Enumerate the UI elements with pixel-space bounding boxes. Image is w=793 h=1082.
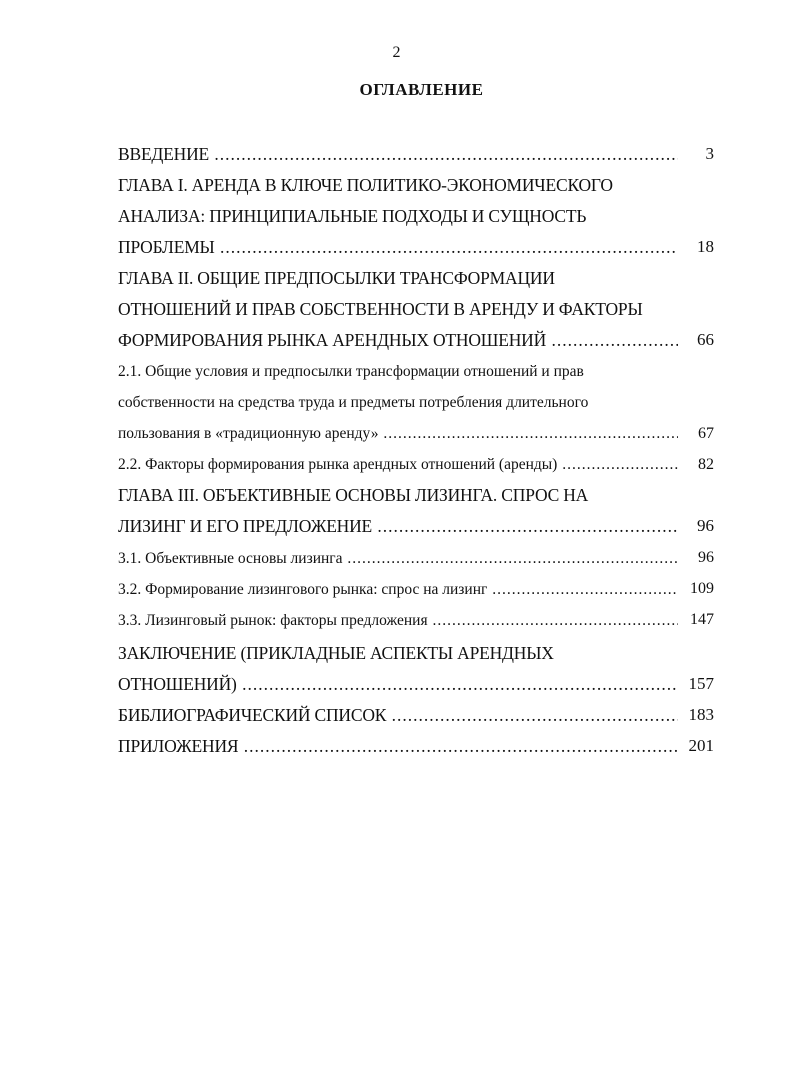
toc-page-ref: 96 (698, 549, 714, 566)
toc-entry-conclusion-line-2[interactable] (118, 674, 678, 695)
toc-page-ref: 109 (690, 580, 714, 597)
page-number: 2 (392, 44, 401, 61)
toc-entry-text: ЗАКЛЮЧЕНИЕ (ПРИКЛАДНЫЕ АСПЕКТЫ АРЕНДНЫХ (118, 643, 554, 663)
toc-entry-appendices[interactable] (118, 736, 678, 757)
toc-entry-bibliography[interactable] (118, 705, 678, 726)
toc-entry-section-2-1-line-1[interactable] (118, 363, 718, 381)
toc-entry-text: собственности на средства труда и предметы потребления длительного (118, 394, 589, 411)
toc-entry-text: ГЛАВА II. ОБЩИЕ ПРЕДПОСЫЛКИ ТРАНСФОРМАЦИИ (118, 268, 555, 288)
toc-entry-chapter-1-line-1[interactable] (118, 175, 718, 196)
toc-entry-text: ГЛАВА III. ОБЪЕКТИВНЫЕ ОСНОВЫ ЛИЗИНГА. СПРОС НА (118, 485, 589, 505)
toc-entry-chapter-3-line-1[interactable] (118, 485, 718, 506)
toc-entry-text: ОТНОШЕНИЙ И ПРАВ СОБСТВЕННОСТИ В АРЕНДУ И ФАКТОРЫ (118, 299, 643, 319)
toc-entry-section-2-1-line-2[interactable] (118, 394, 718, 412)
toc-entry-chapter-1-line-2[interactable] (118, 206, 718, 227)
toc-entry-text: ПРОБЛЕМЫ ..... (118, 237, 678, 257)
toc-entry-section-3-3[interactable] (118, 612, 678, 630)
toc-entry-conclusion-line-1[interactable] (118, 643, 718, 664)
toc-entry-text: 3.3. Лизинговый рынок: факторы предложения ..... (118, 612, 678, 629)
toc-title: ОГЛАВЛЕНИЕ (359, 80, 484, 99)
toc-page-ref: 201 (688, 736, 714, 755)
toc-entry-text: ГЛАВА I. АРЕНДА В КЛЮЧЕ ПОЛИТИКО-ЭКОНОМИЧЕСКОГО (118, 175, 613, 195)
toc-entry-text: 2.1. Общие условия и предпосылки трансформации отношений и прав (118, 363, 584, 380)
toc-entry-section-2-1-line-3[interactable] (118, 425, 678, 443)
toc-page-ref: 82 (698, 456, 714, 473)
toc-page-ref: 183 (688, 705, 714, 724)
toc-entry-chapter-2-line-2[interactable] (118, 299, 718, 320)
toc-entry-text: АНАЛИЗА: ПРИНЦИПИАЛЬНЫЕ ПОДХОДЫ И СУЩНОСТЬ (118, 206, 587, 226)
toc-entry-text: ОТНОШЕНИЙ) ..... (118, 674, 678, 694)
toc-page-ref: 157 (688, 674, 714, 693)
toc-page-ref: 147 (690, 611, 714, 628)
toc-entry-section-2-2[interactable] (118, 456, 678, 474)
toc-entry-chapter-1-line-3[interactable] (118, 237, 678, 258)
toc-entry-section-3-1[interactable] (118, 550, 678, 568)
toc-page-ref: 18 (697, 237, 714, 256)
toc-entry-text: ФОРМИРОВАНИЯ РЫНКА АРЕНДНЫХ ОТНОШЕНИЙ ..... (118, 330, 678, 350)
toc-entry-text: ЛИЗИНГ И ЕГО ПРЕДЛОЖЕНИЕ ..... (118, 516, 678, 536)
toc-entry-introduction[interactable] (118, 144, 678, 165)
toc-entry-text: 3.1. Объективные основы лизинга ..... (118, 550, 678, 567)
toc-entry-text: ВВЕДЕНИЕ ..... (118, 144, 678, 164)
toc-entry-text: 2.2. Факторы формирования рынка арендных отношений (аренды) ..... (118, 456, 678, 473)
toc-entry-chapter-2-line-3[interactable] (118, 330, 678, 351)
toc-entry-chapter-3-line-2[interactable] (118, 516, 678, 537)
toc-entry-text: БИБЛИОГРАФИЧЕСКИЙ СПИСОК ..... (118, 705, 678, 725)
toc-entry-section-3-2[interactable] (118, 581, 678, 599)
toc-entry-chapter-2-line-1[interactable] (118, 268, 718, 289)
toc-entry-text: 3.2. Формирование лизингового рынка: спрос на лизинг ..... (118, 581, 678, 598)
toc-page-ref: 67 (698, 425, 714, 442)
toc-entry-text: ПРИЛОЖЕНИЯ ..... (118, 736, 678, 756)
toc-entry-text: пользования в «традиционную аренду» ..... (118, 425, 678, 442)
toc-page-ref: 96 (697, 516, 714, 535)
toc-page-ref: 66 (697, 330, 714, 349)
toc-page-ref: 3 (705, 144, 714, 163)
